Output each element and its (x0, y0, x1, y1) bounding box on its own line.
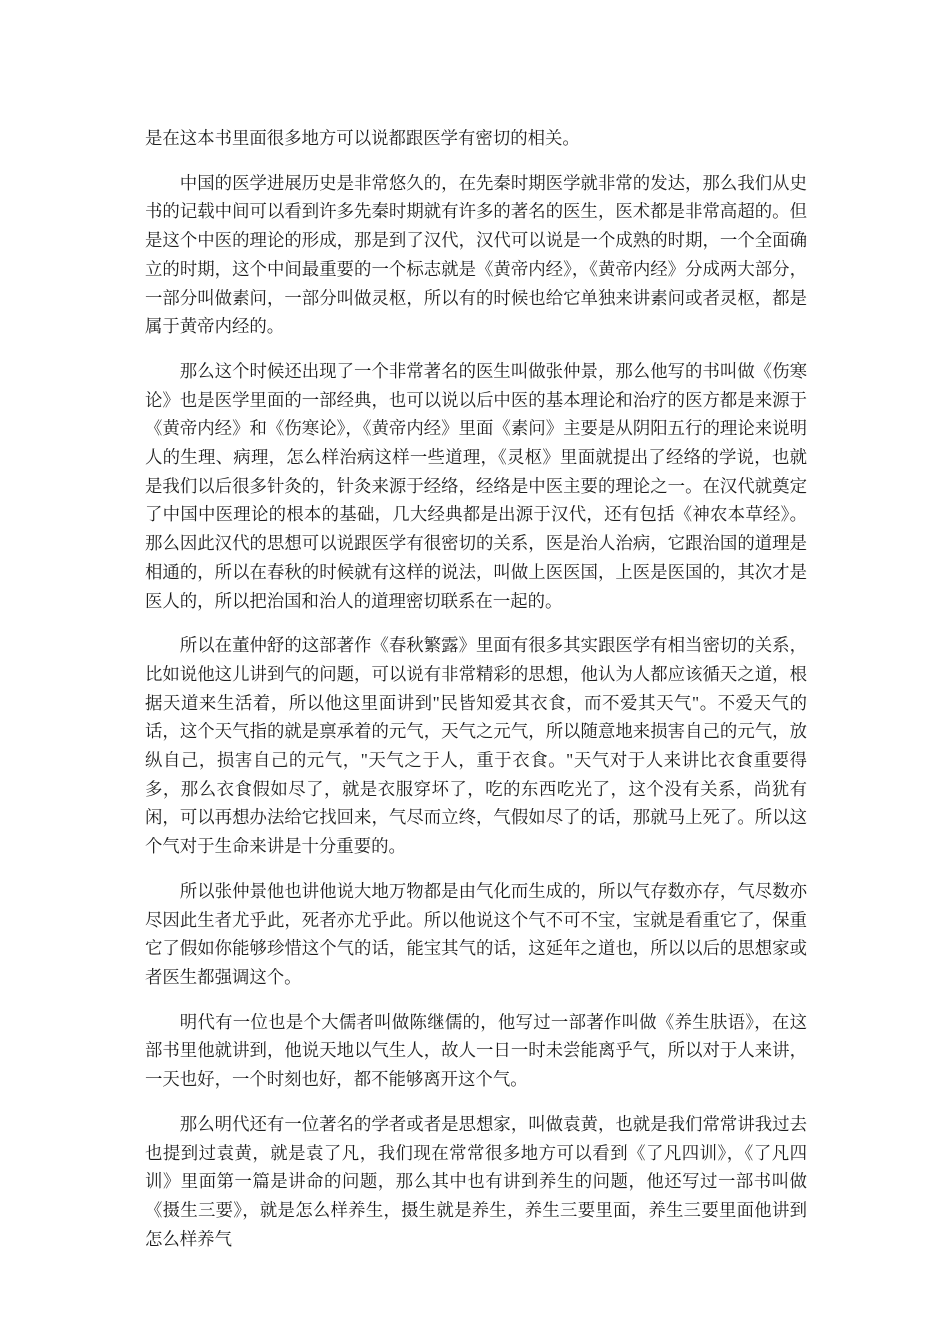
paragraph-medical-history: 中国的医学进展历史是非常悠久的，在先秦时期医学就非常的发达，那么我们从史书的记载中间可以看到许多先秦时期就有许多的著名的医生，医术都是非常高超的。但是这个中医的理论的形成，那是到了汉代，汉代可以说是一个成熟的时期，一个全面确立的时期，这个中间最重要的一个标志就是《黄帝内经》，《黄帝内经》分成两大部分，一部分叫做素问，一部分叫做灵枢，所以有的时候也给它单独来讲素问或者灵枢，都是属于黄帝内经的。 (145, 172, 807, 337)
paragraph-continuation: 是在这本书里面很多地方可以说都跟医学有密切的相关。 (145, 128, 580, 148)
document-text-block (145, 124, 807, 1253)
paragraph-qi-importance: 所以张仲景他也讲他说大地万物都是由气化而生成的，所以气存数亦存，气尽数亦尽因此生者尤乎此，死者亦尤乎此。所以他说这个气不可不宝，宝就是看重它了，保重它了假如你能够珍惜这个气的话，能宝其气的话，这延年之道也，所以以后的思想家或者医生都强调这个。 (145, 880, 807, 987)
paragraph-yuan-huang: 那么明代还有一位著名的学者或者是思想家，叫做袁黄，也就是我们常常讲我过去也提到过袁黄，就是袁了凡，我们现在常常很多地方可以看到《了凡四训》，《了凡四训》里面第一篇是讲命的问题，那么其中也有讲到养生的问题，他还写过一部书叫做《摄生三要》，就是怎么样养生，摄生就是养生，养生三要里面，养生三要里面他讲到怎么样养气 (145, 1113, 807, 1249)
paragraph-zhang-zhongjing: 那么这个时候还出现了一个非常著名的医生叫做张仲景，那么他写的书叫做《伤寒论》也是医学里面的一部经典，也可以说以后中医的基本理论和治疗的医方都是来源于《黄帝内经》和《伤寒论》，《黄帝内经》里面《素问》主要是从阴阳五行的理论来说明人的生理、病理，怎么样治病这样一些道理，《灵枢》里面就提出了经络的学说，也就是我们以后很多针灸的，针灸来源于经络，经络是中医主要的理论之一。在汉代就奠定了中国中医理论的根本的基础，几大经典都是出源于汉代，还有包括《神农本草经》。那么因此汉代的思想可以说跟医学有很密切的关系，医是治人治病，它跟治国的道理是相通的，所以在春秋的时候就有这样的说法，叫做上医医国，上医是医国的，其次才是医人的，所以把治国和治人的道理密切联系在一起的。 (145, 360, 807, 611)
paragraph-chen-jiru: 明代有一位也是个大儒者叫做陈继儒的，他写过一部著作叫做《养生肤语》，在这部书里他就讲到，他说天地以气生人，故人一日一时未尝能离乎气，所以对于人来讲，一天也好，一个时刻也好，都不能够离开这个气。 (145, 1011, 807, 1090)
paragraph-dong-zhongshu: 所以在董仲舒的这部著作《春秋繁露》里面有很多其实跟医学有相当密切的关系，比如说他这儿讲到气的问题，可以说有非常精彩的思想，他认为人都应该循天之道，根据天道来生活着，所以他这里面讲到"民皆知爱其衣食，而不爱其天气"。不爱天气的话，这个天气指的就是禀承着的元气，天气之元气，所以随意地来损害自己的元气，放纵自己，损害自己的元气，"天气之于人，重于衣食。"天气对于人来讲比衣食重要得多，那么衣食假如尽了，就是衣服穿坏了，吃的东西吃光了，这个没有关系，尚犹有闲，可以再想办法给它找回来，气尽而立终，气假如尽了的话，那就马上死了。所以这个气对于生命来讲是十分重要的。 (145, 635, 807, 857)
